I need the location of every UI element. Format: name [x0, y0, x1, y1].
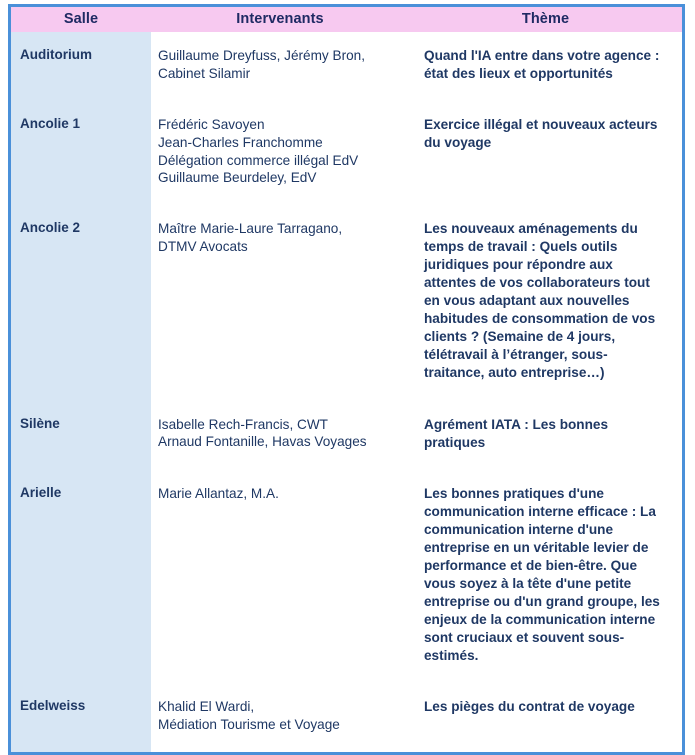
cell-theme: Les nouveaux aménagements du temps de travail : Quels outils juridiques pour répondre aux attentes de vos collaborateurs tout en vous adaptant aux nouvelles habitudes de consommation de vos clients ? (Semaine de 4 jours, télétravail à l’étranger, sous-traitance, auto entreprise…) [409, 205, 682, 393]
column-header-intervenants: Intervenants [151, 7, 409, 32]
cell-intervenants [151, 470, 409, 676]
intervenant-line: Médiation Tourisme et Voyage [158, 717, 340, 733]
table-header-row [11, 7, 682, 32]
table-row [11, 401, 682, 462]
intervenant-line: Maître Marie-Laure Tarragano, [158, 220, 343, 236]
cell-salle: Ancolie 1 [11, 101, 151, 197]
cell-theme: Exercice illégal et nouveaux acteurs du voyage [409, 101, 682, 197]
table-body [11, 32, 682, 752]
row-spacer [11, 393, 682, 401]
row-spacer-cell [151, 393, 409, 401]
schedule-table-container [8, 4, 685, 755]
table-row [11, 205, 682, 393]
cell-salle: Silène [11, 401, 151, 462]
row-spacer [11, 197, 682, 205]
intervenant-line: Délégation commerce illégal EdV [158, 152, 359, 168]
table-row [11, 470, 682, 676]
row-spacer-cell [409, 675, 682, 683]
row-spacer-cell [151, 744, 409, 752]
cell-theme: Les pièges du contrat de voyage [409, 683, 682, 743]
row-spacer [11, 93, 682, 101]
row-spacer-cell [11, 462, 151, 470]
cell-intervenants [151, 683, 409, 743]
row-spacer [11, 462, 682, 470]
row-spacer-cell [409, 744, 682, 752]
row-spacer-cell [11, 197, 151, 205]
row-spacer-cell [11, 675, 151, 683]
intervenant-line: Guillaume Dreyfuss, Jérémy Bron, [158, 48, 365, 63]
cell-theme: Quand l'IA entre dans votre agence : état des lieux et opportunités [409, 32, 682, 93]
intervenant-line: Cabinet Silamir [158, 65, 251, 81]
intervenant-line: Arnaud Fontanille, Havas Voyages [158, 434, 367, 450]
schedule-table [11, 7, 682, 752]
row-spacer-cell [409, 197, 682, 205]
table-row [11, 32, 682, 93]
row-spacer-cell [11, 393, 151, 401]
row-spacer-cell [151, 462, 409, 470]
cell-salle: Ancolie 2 [11, 205, 151, 393]
cell-salle: Edelweiss [11, 683, 151, 743]
intervenant-line: Jean-Charles Franchomme [158, 134, 323, 150]
column-header-salle: Salle [11, 7, 151, 32]
intervenant-line: Guillaume Beurdeley, EdV [158, 170, 317, 186]
intervenant-line: Marie Allantaz, M.A. [158, 485, 279, 501]
intervenant-line: Isabelle Rech-Francis, CWT [158, 416, 328, 432]
table-header [11, 7, 682, 32]
row-spacer-cell [409, 93, 682, 101]
cell-theme: Agrément IATA : Les bonnes pratiques [409, 401, 682, 462]
row-spacer-cell [151, 675, 409, 683]
cell-intervenants [151, 101, 409, 197]
row-spacer-cell [11, 93, 151, 101]
row-spacer [11, 744, 682, 752]
row-spacer [11, 675, 682, 683]
intervenant-line: Frédéric Savoyen [158, 117, 265, 133]
row-spacer-cell [11, 744, 151, 752]
cell-salle: Arielle [11, 470, 151, 676]
cell-salle: Auditorium [11, 32, 151, 93]
table-row [11, 683, 682, 743]
row-spacer-cell [151, 197, 409, 205]
cell-intervenants [151, 205, 409, 393]
cell-intervenants [151, 401, 409, 462]
cell-intervenants [151, 32, 409, 93]
row-spacer-cell [151, 93, 409, 101]
column-header-theme: Thème [409, 7, 682, 32]
row-spacer-cell [409, 462, 682, 470]
intervenant-line: Khalid El Wardi, [158, 699, 255, 715]
intervenant-line: DTMV Avocats [158, 238, 248, 254]
table-row [11, 101, 682, 197]
cell-theme: Les bonnes pratiques d'une communication interne efficace : La communication interne d'une entreprise en un véritable levier de performance et de bien-être. Que vous soyez à la tête d'une petite entreprise ou d'un grand groupe, les enjeux de la communication interne sont cruciaux et souvent sous-estimés. [409, 470, 682, 676]
row-spacer-cell [409, 393, 682, 401]
